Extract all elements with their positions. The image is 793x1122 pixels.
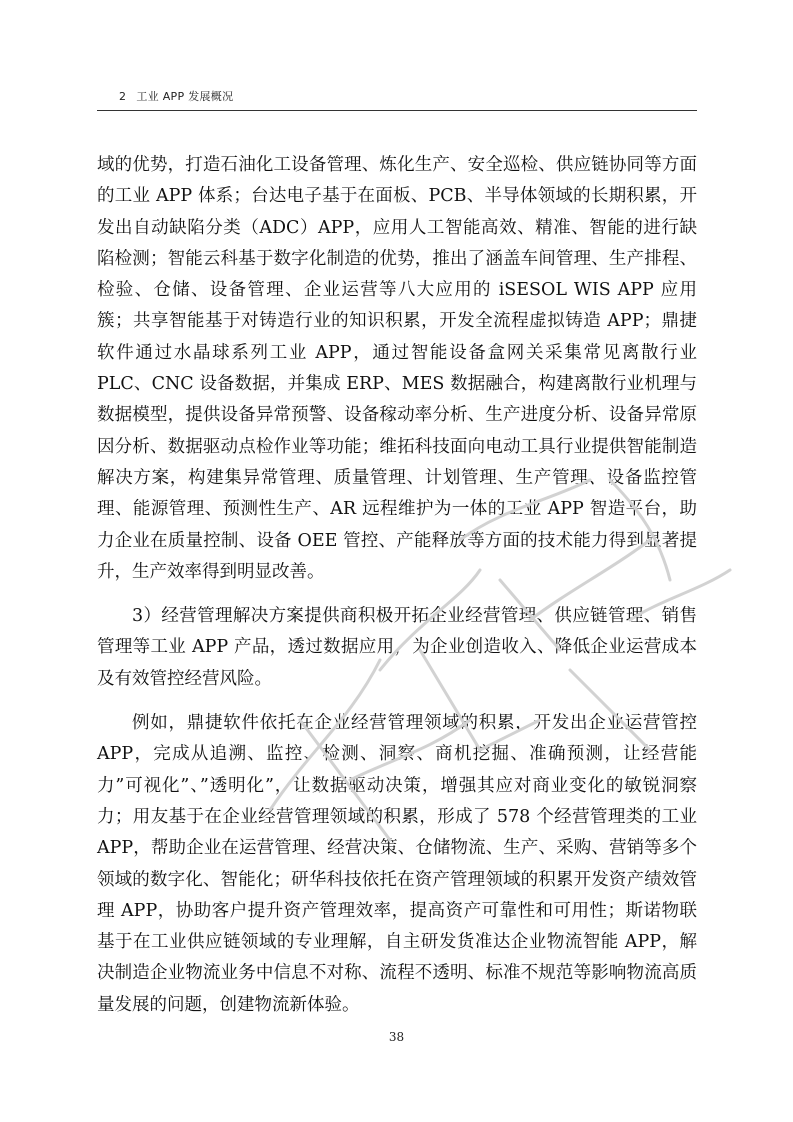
- chapter-title: 工业 APP 发展概况: [136, 90, 234, 103]
- header-rule: [97, 110, 697, 111]
- chapter-number: 2: [119, 90, 127, 103]
- paragraph-continued: 域的优势，打造石油化工设备管理、炼化生产、安全巡检、供应链协同等方面的工业 APP 体系；台达电子基于在面板、PCB、半导体领域的长期积累，开发出自动缺陷分类（ADC）APP，应用人工智能高效、精准、智能的进行缺陷检测；智能云科基于数字化制造的优势，推出了涵盖车间管理、生产排程、检验、仓储、设备管理、企业运营等八大应用的 iSESOL WIS APP 应用簇；共享智能基于对铸造行业的知识积累，开发全流程虚拟铸造 APP；鼎捷软件通过水晶球系列工业 APP，通过智能设备盒网关采集常见离散行业 PLC、CNC 设备数据，并集成 ERP、MES 数据融合，构建离散行业机理与数据模型，提供设备异常预警、设备稼动率分析、生产进度分析、设备异常原因分析、数据驱动点检作业等功能；维拓科技面向电动工具行业提供智能制造解决方案，构建集异常管理、质量管理、计划管理、生产管理、设备监控管理、能源管理、预测性生产、AR 远程维护为一体的工业 APP 智造平台，助力企业在质量控制、设备 OEE 管控、产能释放等方面的技术能力得到显著提升，生产效率得到明显改善。: [97, 155, 697, 582]
- paragraph-example: 例如，鼎捷软件依托在企业经营管理领域的积累，开发出企业运营管控 APP，完成从追溯、监控、检测、洞察、商机挖掘、准确预测，让经营能力”可视化”、”透明化”，让数据驱动决策，增强其应对商业变化的敏锐洞察力；用友基于在企业经营管理领域的积累，形成了 578 个经营管理类的工业 APP，帮助企业在运营管理、经营决策、仓储物流、生产、采购、营销等多个领域的数字化、智能化；研华科技依托在资产管理领域的积累开发资产绩效管理 APP，协助客户提升资产管理效率，提高资产可靠性和可用性；斯诺物联基于在工业供应链领域的专业理解，自主研发货准达企业物流智能 APP，解决制造企业物流业务中信息不对称、流程不透明、标准不规范等影响物流高质量发展的问题，创建物流新体验。: [97, 713, 697, 1015]
- body-text: [97, 150, 697, 1021]
- paragraph-3: 3）经营管理解决方案提供商积极开拓企业经营管理、供应链管理、销售管理等工业 APP 产品，透过数据应用，为企业创造收入、降低企业运营成本及有效管控经营风险。: [97, 606, 697, 689]
- page-number: 38: [388, 1030, 405, 1044]
- running-header: [97, 88, 697, 104]
